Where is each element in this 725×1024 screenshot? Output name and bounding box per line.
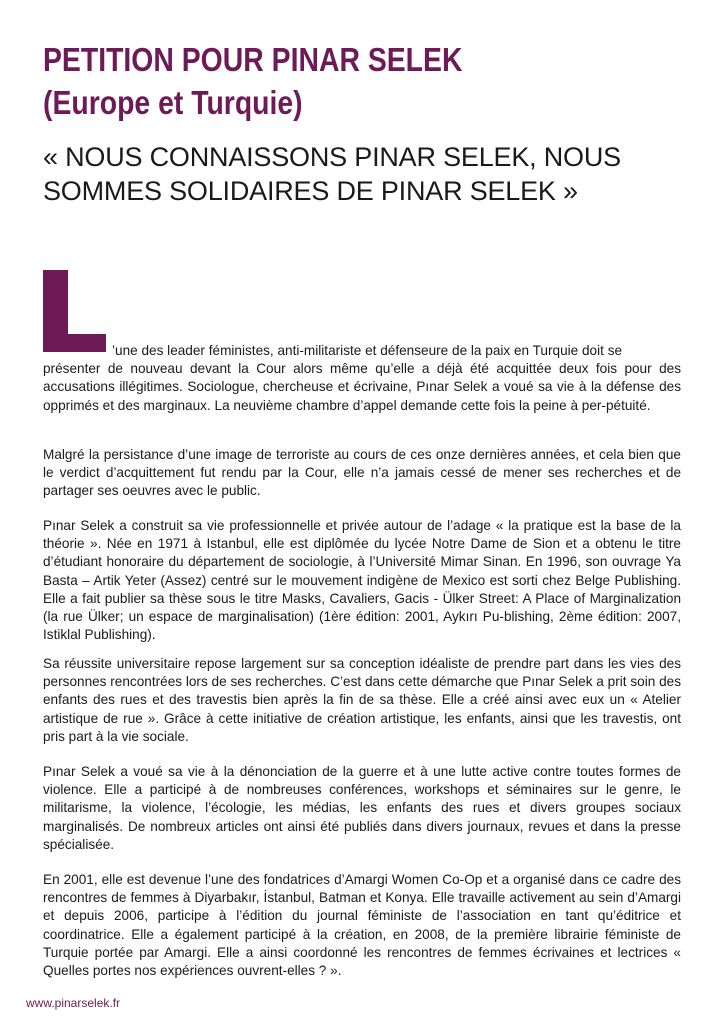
paragraph-1-rest: présenter de nouveau devant la Cour alors même qu’elle a déjà été acquittée deux fois pour des accusations illégitimes. Sociologue, chercheuse et écrivaine, Pınar Selek a voué sa vie à la défense des opprimés et des marginaux. La neuvième chambre d’appel demande cette fois la peine à per-pétuité. bbox=[43, 361, 681, 413]
footer-website-link[interactable]: www.pinarselek.fr bbox=[26, 996, 121, 1010]
page-title bbox=[43, 38, 593, 124]
paragraph-5: Pınar Selek a voué sa vie à la dénonciation de la guerre et à une lutte active contre toutes formes de violence. Elle a participé à de nombreuses conférences, workshops et séminaires sur le genre, le militarisme, la violence, l’écologie, les médias, les enfants des rues et divers groupes sociaux marginalisés. De nombreux articles ont ainsi été publiés dans divers journaux, revues et dans la presse spécialisée. bbox=[43, 764, 681, 852]
paragraph-2: Malgré la persistance d’une image de terroriste au cours de ces onze dernières années, et cela bien que le verdict d’acquittement fut rendu par la Cour, elle n’a jamais cessé de mener ses recherches et de partager ses oeuvres avec le public. bbox=[43, 447, 681, 499]
paragraph-1-first-line: ’une des leader féministes, anti-militariste et défenseure de la paix en Turquie doit se bbox=[112, 343, 623, 358]
paragraph-1 bbox=[43, 342, 681, 415]
paragraph-4: Sa réussite universitaire repose largement sur sa conception idéaliste de prendre part dans les vies des personnes rencontrées lors de ses recherches. C’est dans cette démarche que Pınar Selek a prit soin des enfants des rues et des travestis bien après la fin de sa thèse. Elle a créé ainsi avec eux un « Atelier artistique de rue ». Grâce à cette initiative de création artistique, les enfants, ainsi que les travestis, ont pris part à la vie sociale. bbox=[43, 656, 681, 744]
drop-cap-letter bbox=[43, 270, 106, 352]
title-line-2: (Europe et Turquie) bbox=[43, 84, 303, 121]
page-subtitle: « NOUS CONNAISSONS PINAR SELEK, NOUS SOMMES SOLIDAIRES DE PINAR SELEK » bbox=[43, 142, 621, 206]
paragraph-6: En 2001, elle est devenue l’une des fondatrices d’Amargi Women Co-Op et a organisé dans ce cadre des rencontres de femmes à Diyarbakır, İstanbul, Batman et Konya. Elle travaille activement au sein d’Amargi et depuis 2006, participe à l’édition du journal féministe de l’association en tant qu’éditrice et coordinatrice. Elle a également participé à la création, en 2008, de la première librairie féministe de Turquie portée par Amargi. Elle a ainsi coordonné les rencontres de femmes écrivaines et lectrices « Quelles portes nos expériences ouvrent-elles ? ». bbox=[43, 872, 681, 979]
paragraph-3: Pınar Selek a construit sa vie professionnelle et privée autour de l’adage « la pratique est la base de la théorie ». Née en 1971 à Istanbul, elle est diplômée du lycée Notre Dame de Sion et a obtenu le titre d’étudiant honoraire du département de sociologie, à l’Université Mimar Sinan. En 1996, son ouvrage Ya Basta – Artik Yeter (Assez) centré sur le mouvement indigène de Mexico est sorti chez Belge Publishing. Elle a fait publier sa thèse sous le titre Masks, Cavaliers, Gacis - Ülker Street: A Place of Marginalization (la rue Ülker; un espace de marginalisation) (1ère édition: 2001, Aykırı Pu-blishing, 2ème édition: 2007, Istiklal Publishing). bbox=[43, 518, 681, 643]
title-line-1: PETITION POUR PINAR SELEK bbox=[43, 41, 463, 78]
